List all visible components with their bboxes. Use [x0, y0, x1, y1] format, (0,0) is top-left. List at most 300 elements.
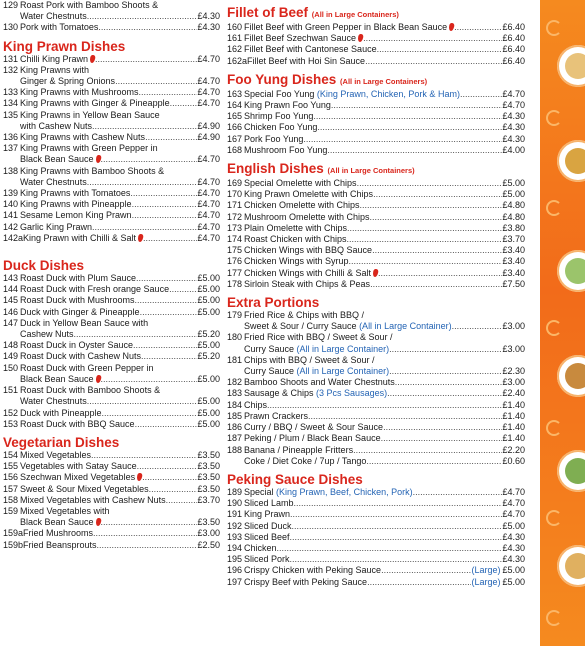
- item-name-text: Sweet & Sour / Curry Sauce: [244, 321, 360, 332]
- item-price: £4.30: [502, 122, 525, 133]
- dot-leader: [101, 374, 198, 385]
- dot-leader: [365, 56, 502, 67]
- swirl-ornament: [546, 320, 562, 336]
- item-price: £4.70: [197, 154, 220, 165]
- menu-item: [227, 565, 525, 576]
- dot-leader: [74, 329, 198, 340]
- menu-item: [227, 89, 525, 100]
- item-name: [244, 321, 452, 332]
- dot-leader: [290, 509, 502, 520]
- dot-leader: [377, 44, 503, 55]
- section-heading: [227, 295, 525, 310]
- item-name-text: Mixed Vegetables with Cashew Nuts: [20, 494, 166, 505]
- item-name-text: Fried Rice & Chips with BBQ /: [244, 310, 365, 321]
- menu-item: [227, 554, 525, 565]
- item-number: 158: [3, 494, 19, 505]
- dot-leader: [143, 233, 197, 244]
- item-line: [244, 22, 525, 33]
- item-name-text: Water Chestnuts: [20, 396, 87, 407]
- dot-leader: [87, 177, 198, 188]
- item-price: £5.00: [197, 284, 220, 295]
- section-spacer: [3, 244, 220, 253]
- item-name-text: Coke / Diet Coke / 7up / Tango: [244, 455, 367, 466]
- menu-item: [227, 332, 525, 354]
- dot-leader: [277, 543, 503, 554]
- item-number: 151: [3, 385, 19, 396]
- item-name: [244, 388, 387, 399]
- item-name: [23, 540, 97, 551]
- menu-item: [227, 532, 525, 543]
- item-number: 183: [227, 388, 243, 399]
- menu-item: [3, 233, 220, 244]
- item-price: £5.00: [197, 418, 220, 429]
- item-name: [20, 98, 170, 109]
- item-name: [20, 121, 92, 132]
- item-body: [244, 89, 525, 100]
- item-body: [20, 98, 220, 109]
- item-price: £3.00: [502, 343, 525, 354]
- menu-item: [3, 351, 220, 362]
- menu-item: [3, 110, 220, 132]
- item-number: 174: [227, 234, 243, 245]
- item-number: 166: [227, 122, 243, 133]
- dot-leader: [308, 411, 502, 422]
- swirl-ornament: [546, 20, 562, 36]
- item-name-text: Peking / Plum / Black Bean Sauce: [244, 433, 381, 444]
- dot-leader: [292, 521, 503, 532]
- item-name-text: Chicken: [244, 542, 277, 553]
- dot-leader: [87, 396, 198, 407]
- item-name: [20, 284, 169, 295]
- item-line: [244, 279, 525, 290]
- swirl-ornament: [546, 110, 562, 126]
- item-price: £4.70: [197, 221, 220, 232]
- menu-item: [227, 521, 525, 532]
- menu-item: [3, 450, 220, 461]
- item-line: [20, 177, 220, 188]
- item-price: £5.00: [197, 396, 220, 407]
- item-name: [244, 532, 290, 543]
- item-name-text: Roast Duck with Plum Sauce: [20, 273, 137, 284]
- dot-leader: [294, 498, 503, 509]
- menu-item: [227, 122, 525, 133]
- dot-leader: [290, 554, 503, 565]
- item-number: 171: [227, 200, 243, 211]
- item-body: [23, 528, 220, 539]
- item-line: [244, 44, 525, 55]
- item-name: [20, 329, 74, 340]
- item-number: 175: [227, 245, 243, 256]
- item-name: [244, 122, 317, 133]
- item-name: [244, 344, 389, 355]
- item-price: £5.00: [502, 178, 525, 189]
- item-name: [20, 472, 142, 483]
- item-name-text: Curry / BBQ / Sweet & Sour Sauce: [244, 422, 384, 433]
- item-number: 186: [227, 422, 243, 433]
- item-number: 153: [3, 418, 19, 429]
- item-number: 195: [227, 554, 243, 565]
- dot-leader: [395, 377, 503, 388]
- item-price: £4.80: [502, 211, 525, 222]
- item-line: [244, 321, 525, 332]
- item-body: [20, 484, 220, 495]
- item-name-text: Curry Sauce: [244, 343, 297, 354]
- item-name-text: Duck in Yellow Bean Sauce with: [20, 317, 149, 328]
- item-price: £3.80: [502, 222, 525, 233]
- item-name-text: Chicken Wings with BBQ Sauce: [244, 245, 373, 256]
- dot-leader: [130, 188, 197, 199]
- dot-leader: [136, 273, 197, 284]
- item-name: [20, 506, 110, 517]
- item-line: [244, 245, 525, 256]
- item-line: [20, 495, 220, 506]
- item-price: £4.70: [197, 76, 220, 87]
- item-line: [20, 385, 220, 396]
- item-name: [244, 433, 381, 444]
- item-name: [244, 554, 290, 565]
- item-number: 147: [3, 317, 19, 328]
- item-number: 141: [3, 210, 19, 221]
- item-line: [244, 200, 525, 211]
- item-price: £4.70: [197, 210, 220, 221]
- item-line: [20, 98, 220, 109]
- item-name: [244, 400, 267, 411]
- item-line: [244, 377, 525, 388]
- item-name-text: Roast Duck with Green Pepper in: [20, 362, 154, 373]
- item-name: [20, 374, 101, 385]
- dot-leader: [347, 223, 502, 234]
- item-price: £3.70: [197, 494, 220, 505]
- item-name-text: Sirloin Steak with Chips & Peas: [244, 278, 371, 289]
- dot-leader: [452, 321, 503, 332]
- item-price: £6.40: [502, 55, 525, 66]
- item-name-text: Fillet Beef with Cantonese Sauce: [244, 44, 377, 55]
- item-price: £4.90: [197, 120, 220, 131]
- item-line: [244, 234, 525, 245]
- dot-leader: [372, 245, 502, 256]
- item-number: 179: [227, 310, 243, 321]
- item-name: [244, 377, 395, 388]
- item-price: £4.30: [197, 11, 220, 22]
- item-number: 162a: [227, 55, 248, 66]
- section-title: Extra Portions: [227, 295, 320, 311]
- item-name: [20, 408, 102, 419]
- item-price: £4.30: [502, 111, 525, 122]
- item-name: [23, 528, 93, 539]
- item-price: £5.00: [502, 520, 525, 531]
- section-heading: [227, 161, 525, 178]
- item-price: £5.00: [502, 576, 525, 587]
- item-name: [244, 543, 277, 554]
- food-plate-icon: [557, 45, 585, 87]
- item-number: 137: [3, 143, 19, 154]
- item-name: [20, 54, 95, 65]
- dot-leader: [370, 279, 502, 290]
- item-number: 159b: [3, 539, 24, 550]
- dot-leader: [413, 487, 503, 498]
- item-body: [20, 385, 220, 407]
- item-line: [20, 65, 220, 76]
- item-price: £6.40: [502, 22, 525, 32]
- menu-item: [227, 178, 525, 189]
- item-price: £3.00: [502, 321, 525, 332]
- item-name: [244, 256, 349, 267]
- section-title: Fillet of Beef: [227, 5, 309, 20]
- item-body: [244, 487, 525, 498]
- item-body: [244, 377, 525, 388]
- item-number: 143: [3, 273, 19, 284]
- item-line: [244, 332, 525, 343]
- item-name: [20, 517, 101, 528]
- item-line: [20, 22, 220, 33]
- item-line: [20, 295, 220, 306]
- section-heading: [227, 472, 525, 487]
- item-body: [244, 145, 525, 156]
- item-name-text: Roast Chicken with Chips: [244, 234, 347, 245]
- item-name-text: with Cashew Nuts: [20, 120, 93, 131]
- item-price: £3.50: [197, 461, 220, 472]
- section-heading: [3, 258, 220, 273]
- dot-leader: [133, 340, 197, 351]
- dot-leader: [370, 212, 503, 223]
- dot-leader: [135, 419, 198, 430]
- dot-leader: [132, 210, 198, 221]
- item-body: [20, 318, 220, 340]
- dot-leader: [327, 145, 502, 156]
- item-name: [20, 177, 87, 188]
- menu-item: [227, 33, 525, 44]
- item-name: [244, 245, 372, 256]
- item-line: [23, 540, 220, 551]
- item-name-text: Roast Pork with Bamboo Shoots &: [20, 0, 159, 10]
- item-body: [20, 87, 220, 98]
- item-name-text: Ginger & Spring Onions: [20, 76, 116, 87]
- item-body: [20, 273, 220, 284]
- dot-leader: [366, 456, 502, 467]
- item-body: [20, 132, 220, 143]
- dot-leader: [454, 22, 502, 33]
- item-name-text: Special Omelette with Chips: [244, 178, 357, 189]
- item-name-text: Water Chestnuts: [20, 176, 87, 187]
- dot-leader: [331, 100, 503, 111]
- item-number: 145: [3, 295, 19, 306]
- item-number: 159a: [3, 528, 24, 539]
- item-name: [244, 487, 413, 498]
- item-line: [244, 212, 525, 223]
- item-name-text: Roast Duck with BBQ Sauce: [20, 418, 135, 429]
- item-number: 139: [3, 188, 19, 199]
- item-number: 184: [227, 399, 243, 410]
- item-name-text: Fried Rice with BBQ / Sweet & Sour /: [244, 332, 393, 343]
- menu-item: [227, 189, 525, 200]
- item-number: 142a: [3, 232, 24, 243]
- dot-leader: [349, 256, 503, 267]
- item-line: [247, 56, 525, 67]
- swirl-ornament: [546, 200, 562, 216]
- food-plate-icon: [557, 450, 585, 492]
- item-name-text: Black Bean Sauce: [20, 373, 94, 384]
- item-body: [244, 388, 525, 399]
- item-name: [244, 44, 377, 55]
- item-number: 162: [227, 44, 243, 55]
- menu-item: [227, 212, 525, 223]
- item-name-text: Sweet & Sour Mixed Vegetables: [20, 483, 149, 494]
- item-body: [244, 310, 525, 332]
- item-number: 196: [227, 565, 243, 576]
- menu-item: [3, 166, 220, 188]
- item-body: [20, 166, 220, 188]
- dot-leader: [381, 565, 471, 576]
- menu-item: [227, 279, 525, 290]
- item-name: [20, 87, 139, 98]
- item-body: [23, 540, 220, 551]
- item-name: [244, 498, 294, 509]
- item-body: [244, 268, 525, 279]
- item-number: 154: [3, 449, 19, 460]
- menu-item: [3, 222, 220, 233]
- item-name-text: Curry Sauce: [244, 366, 297, 377]
- menu-item: [3, 461, 220, 472]
- item-price: £1.40: [502, 410, 525, 421]
- dot-leader: [87, 11, 198, 22]
- item-price: £4.30: [197, 22, 220, 33]
- item-name: [20, 143, 158, 154]
- item-body: [20, 199, 220, 210]
- item-name-text: Chicken Wings with Syrup: [244, 256, 349, 267]
- item-line: [20, 472, 220, 483]
- item-name-text: Crispy Beef with Peking Sauce: [244, 576, 368, 587]
- item-line: [20, 166, 220, 177]
- item-price: £5.20: [197, 351, 220, 362]
- menu-item: [227, 100, 525, 111]
- item-price: £5.00: [502, 189, 525, 200]
- item-line: [20, 318, 220, 329]
- menu-item: [3, 273, 220, 284]
- item-number: 180: [227, 332, 243, 343]
- decorative-food-strip: [540, 0, 585, 646]
- dot-leader: [145, 132, 197, 143]
- item-name: [20, 461, 137, 472]
- item-line: [244, 178, 525, 189]
- item-line: [244, 310, 525, 321]
- item-name-text: Black Bean Sauce: [20, 517, 94, 528]
- item-name: [20, 22, 98, 33]
- item-name-text: Special Foo Yung: [244, 88, 317, 99]
- item-line: [244, 134, 525, 145]
- item-name-text: King Prawns with Ginger & Pineapple: [20, 98, 170, 109]
- item-note: (King Prawn, Chicken, Pork & Ham): [316, 88, 460, 99]
- item-name-text: Sliced Pork: [244, 554, 290, 565]
- item-body: [20, 22, 220, 33]
- item-note: (All in Large Container): [296, 343, 390, 354]
- item-number: 130: [3, 22, 19, 33]
- item-number: 164: [227, 100, 243, 111]
- food-plate-icon: [557, 140, 585, 182]
- item-line: [244, 577, 525, 588]
- menu-item: [227, 400, 525, 411]
- dot-leader: [290, 532, 503, 543]
- item-price: £4.30: [502, 133, 525, 144]
- menu-item: [227, 388, 525, 399]
- dot-leader: [140, 307, 198, 318]
- menu-item: [3, 54, 220, 65]
- item-number: 194: [227, 542, 243, 553]
- item-line: [244, 487, 525, 498]
- item-body: [244, 400, 525, 411]
- item-number: 185: [227, 410, 243, 421]
- item-body: [244, 44, 525, 55]
- menu-item: [227, 268, 525, 279]
- item-number: 172: [227, 211, 243, 222]
- dot-leader: [383, 422, 502, 433]
- item-name-text: King Prawns with: [20, 64, 90, 75]
- item-name-text: King Prawns with Cashew Nuts: [20, 132, 146, 143]
- item-name-text: Sesame Lemon King Prawn: [20, 210, 132, 221]
- item-number: 169: [227, 178, 243, 189]
- item-price: £4.70: [197, 87, 220, 98]
- item-number: 170: [227, 189, 243, 200]
- dot-leader: [135, 295, 198, 306]
- item-number: 177: [227, 267, 243, 278]
- item-name-text: Fillet Beef with Hoi Sin Sauce: [247, 55, 366, 66]
- menu-item: [227, 543, 525, 554]
- menu-column-left: [3, 0, 220, 551]
- item-name: [244, 332, 393, 343]
- item-body: [244, 532, 525, 543]
- item-line: [23, 528, 220, 539]
- item-name: [244, 178, 357, 189]
- item-price: £4.70: [197, 176, 220, 187]
- item-name: [20, 210, 132, 221]
- item-line: [20, 54, 220, 65]
- item-body: [20, 0, 220, 22]
- swirl-ornament: [546, 420, 562, 436]
- item-name: [20, 351, 141, 362]
- menu-item: [3, 419, 220, 430]
- item-name-text: Duck with Ginger & Pineapple: [20, 306, 140, 317]
- section-title: King Prawn Dishes: [3, 38, 126, 54]
- section-heading: [3, 39, 220, 54]
- menu-item: [227, 200, 525, 211]
- dot-leader: [91, 450, 197, 461]
- item-line: [20, 132, 220, 143]
- section-title: Duck Dishes: [3, 258, 85, 274]
- item-price: £4.30: [502, 542, 525, 553]
- item-name-text: Chicken Wings with Chilli & Salt: [244, 267, 372, 278]
- item-price: £4.70: [502, 498, 525, 509]
- item-body: [244, 543, 525, 554]
- item-name-text: King Prawns with Pineapple: [20, 199, 132, 210]
- menu-item: [227, 422, 525, 433]
- item-name-text: Duck with Pineapple: [20, 407, 102, 418]
- item-price: £5.00: [197, 373, 220, 384]
- item-name-text: Water Chestnuts: [20, 11, 87, 22]
- menu-item: [227, 44, 525, 55]
- item-name: [247, 56, 365, 67]
- item-name: [20, 188, 130, 199]
- item-price: £5.00: [197, 407, 220, 418]
- menu-item: [3, 143, 220, 165]
- item-name-text: Fillet Beef with Green Pepper in Black Bean Sauce: [244, 22, 448, 32]
- item-line: [20, 0, 220, 11]
- item-name-text: Roast Duck with Cashew Nuts: [20, 351, 142, 362]
- item-name: [244, 145, 327, 156]
- food-plate-icon: [557, 355, 585, 397]
- item-name-text: Chips with BBQ / Sweet & Sour /: [244, 354, 375, 365]
- item-name-text: Pork Foo Yung: [244, 133, 304, 144]
- dot-leader: [139, 87, 198, 98]
- item-name-text: Roast Duck with Bamboo Shoots &: [20, 385, 161, 396]
